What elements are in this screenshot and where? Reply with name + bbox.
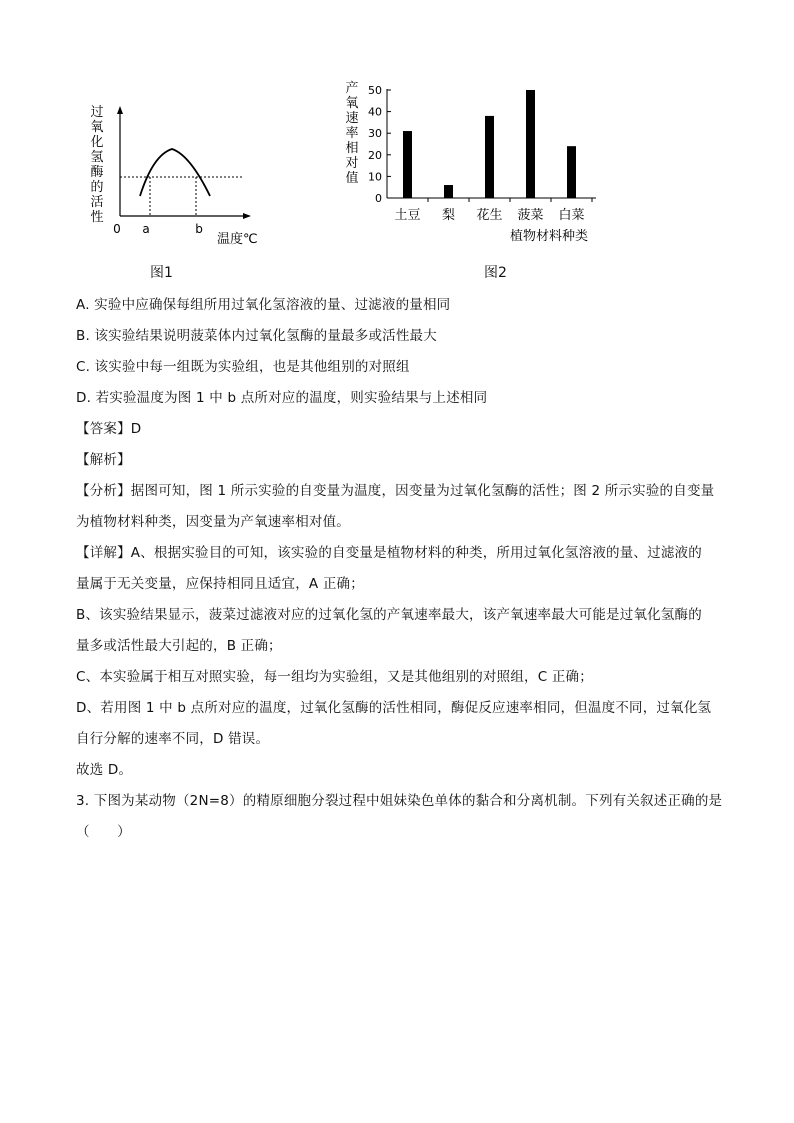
detail-d-line: 自行分解的速率不同，D 错误。 xyxy=(76,731,270,747)
figure2-bars xyxy=(403,90,576,198)
conclusion-line: 故选 D。 xyxy=(76,762,133,778)
figure1-xlabel: 温度℃ xyxy=(217,232,258,247)
figure2-ylabel-char: 氧 xyxy=(345,96,359,111)
option-b: B. 该实验结果说明菠菜体内过氧化氢酶的量最多或活性最大 xyxy=(76,328,437,344)
figure2-ylabel-char: 率 xyxy=(345,126,359,141)
figure1-point-b-label: b xyxy=(195,222,203,236)
figure1-ylabel-char: 过 xyxy=(90,105,104,120)
figure2-caption: 图2 xyxy=(484,265,507,281)
figure2-bar xyxy=(567,146,576,198)
figure2-ylabel-char: 产 xyxy=(345,81,359,96)
option-a: A. 实验中应确保每组所用过氧化氢溶液的量、过滤液的量相同 xyxy=(76,297,451,313)
figure2-y-tick-label: 30 xyxy=(368,127,382,141)
figure2-bar xyxy=(444,185,453,198)
figure2-y-tick-label: 40 xyxy=(368,105,382,119)
figure2-ylabel-char: 值 xyxy=(345,171,359,186)
answer-line: 【答案】D xyxy=(76,421,142,437)
option-d: D. 若实验温度为图 1 中 b 点所对应的温度，则实验结果与上述相同 xyxy=(76,390,488,406)
figure1-x-arrow xyxy=(243,213,251,219)
figure2-category-labels xyxy=(394,198,592,223)
figure1-ylabel-char: 性 xyxy=(90,210,104,225)
figure2-ylabel-char: 对 xyxy=(345,156,359,171)
figure2-bar xyxy=(485,116,494,198)
figure1-ylabel-char: 氧 xyxy=(90,120,104,135)
figure1-ylabel-char: 的 xyxy=(90,180,104,195)
analysis-line: 为植物材料种类，因变量为产氧速率相对值。 xyxy=(76,514,350,530)
figure1-point-a-label: a xyxy=(142,222,150,236)
detail-a-line: 量属于无关变量，应保持相同且适宜，A 正确； xyxy=(76,576,364,592)
question3-line: 3. 下图为某动物（2N=8）的精原细胞分裂过程中姐妹染色单体的黏合和分离机制。下列有关叙述正确的是 xyxy=(76,793,723,809)
figure2-category-label: 梨 xyxy=(441,208,456,223)
figure2-bar xyxy=(526,90,535,198)
detail-c-line: C、本实验属于相互对照实验，每一组均为实验组，又是其他组别的对照组，C 正确； xyxy=(76,669,593,685)
analysis-header: 【解析】 xyxy=(76,452,131,468)
figure2-chart xyxy=(338,78,608,288)
analysis-line: 【分析】据图可知，图 1 所示实验的自变量为温度，因变量为过氧化氢酶的活性；图 2 所示实验的自变量 xyxy=(76,483,715,499)
figure1-ylabel-char: 活 xyxy=(90,195,104,210)
figure1-y-arrow xyxy=(117,106,123,114)
detail-d-line: D、若用图 1 中 b 点所对应的温度，过氧化氢酶的活性相同，酶促反应速率相同，但温度不同，过氧化氢 xyxy=(76,700,712,716)
question3-line: （ ） xyxy=(76,824,131,840)
detail-a-line: 【详解】A、根据实验目的可知，该实验的自变量是植物材料的种类，所用过氧化氢溶液的量、过滤液的 xyxy=(76,545,702,561)
figure2-y-tick-label: 20 xyxy=(368,148,382,162)
figure1-caption: 图1 xyxy=(150,265,173,281)
figure2-category-label: 菠菜 xyxy=(517,208,544,223)
figure2-bar xyxy=(403,131,412,198)
figure1-chart xyxy=(84,100,264,285)
figure2-category-label: 白菜 xyxy=(558,208,585,223)
figure2-category-label: 花生 xyxy=(476,208,503,223)
detail-b-line: B、该实验结果显示，菠菜过滤液对应的过氧化氢的产氧速率最大，该产氧速率最大可能是过氧化氢酶的 xyxy=(76,607,702,623)
figure1-ylabel-char: 化 xyxy=(90,135,104,150)
options-list xyxy=(76,290,726,848)
figure2-ylabel-char: 速 xyxy=(345,111,359,126)
detail-b-line: 量多或活性最大引起的，B 正确； xyxy=(76,638,282,654)
figure2-ylabel xyxy=(345,80,358,186)
figure2-xlabel: 植物材料种类 xyxy=(510,229,589,244)
figure1-ylabel xyxy=(90,104,103,225)
figure2-y-ticks xyxy=(368,84,391,205)
figure1-ylabel-char: 酶 xyxy=(90,165,104,180)
figure2-y-tick-label: 50 xyxy=(368,84,382,97)
figure1-origin-label: 0 xyxy=(113,222,121,236)
figure1-ylabel-char: 氢 xyxy=(90,150,104,165)
figure2-category-label: 土豆 xyxy=(394,208,421,223)
option-c: C. 该实验中每一组既为实验组，也是其他组别的对照组 xyxy=(76,359,410,375)
figure2-y-tick-label: 0 xyxy=(375,192,382,205)
figure2-y-tick-label: 10 xyxy=(368,170,382,184)
figure2-ylabel-char: 相 xyxy=(345,141,359,156)
figure1-activity-curve xyxy=(140,149,210,196)
